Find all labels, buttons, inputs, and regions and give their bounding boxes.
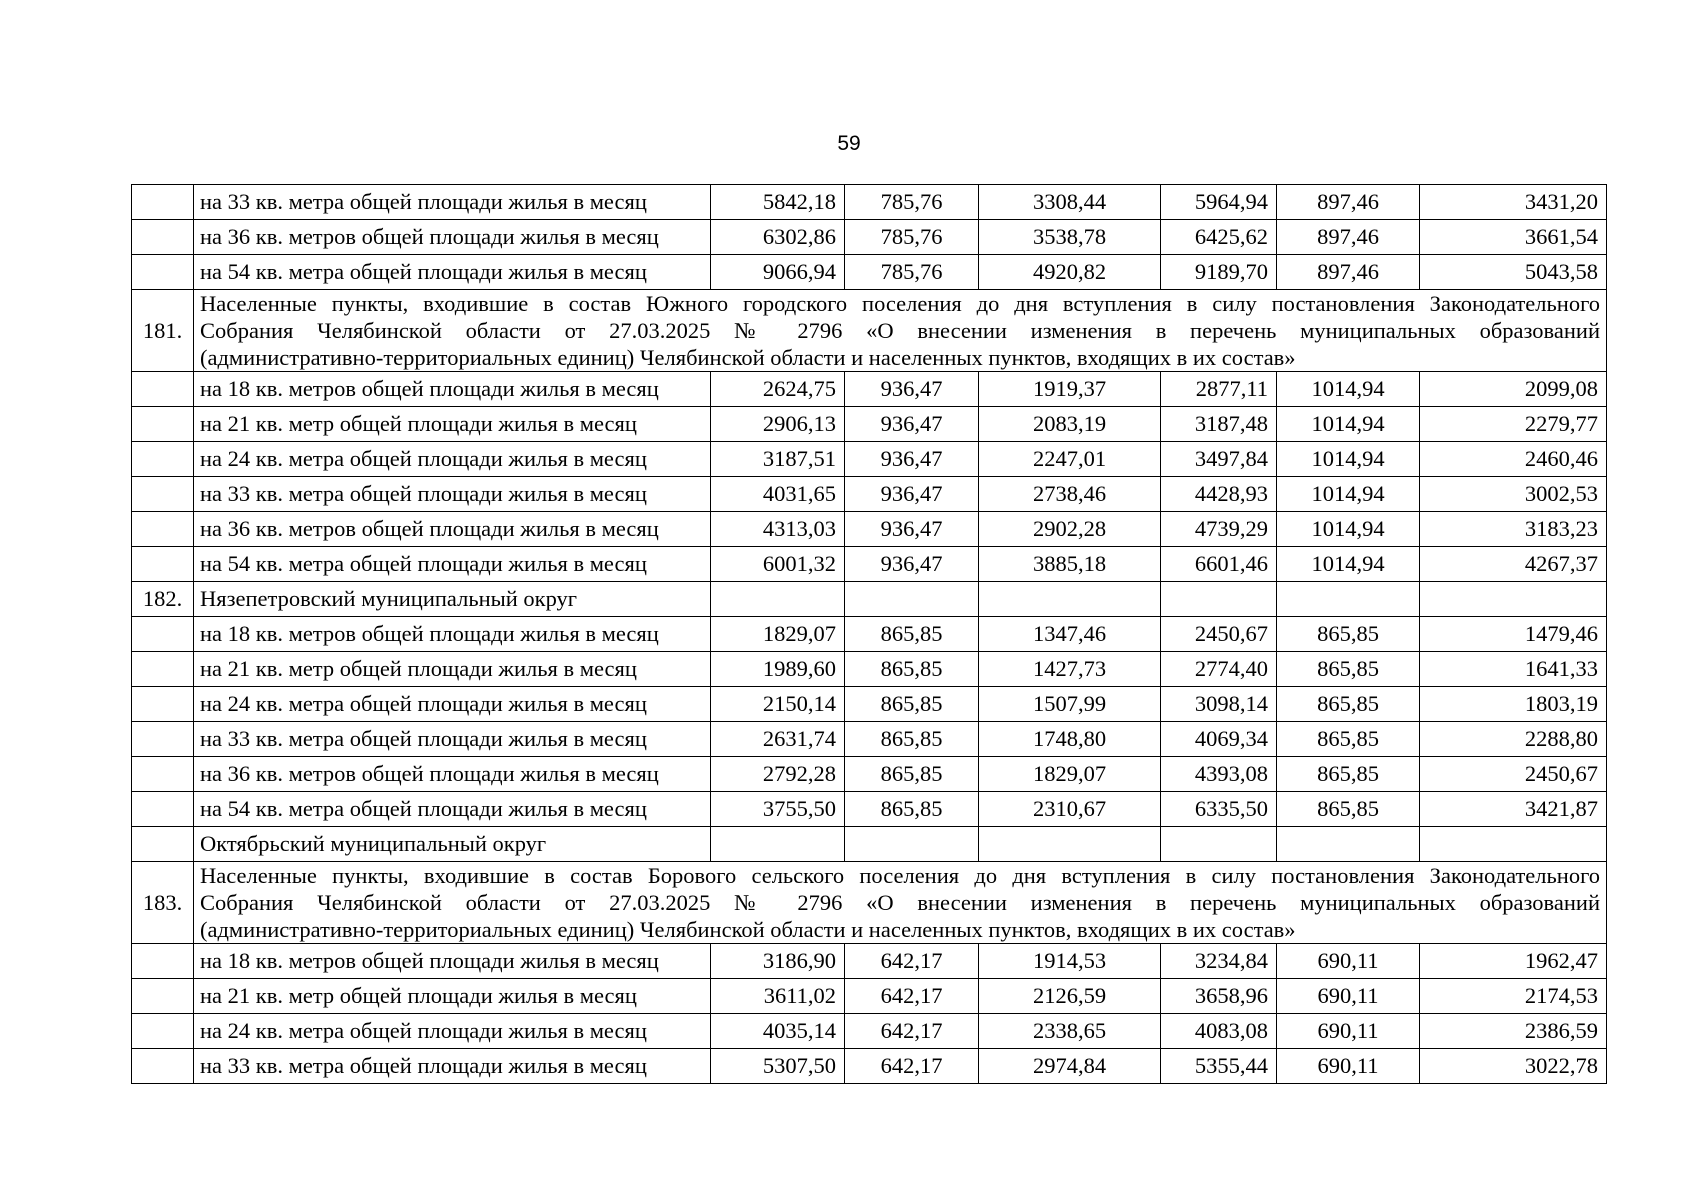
table-row <box>132 757 1607 792</box>
value-cell-col3: 2247,01 <box>979 442 1161 477</box>
value-cell-col1 <box>711 827 845 862</box>
row-number-cell: 181. <box>132 290 194 372</box>
value-cell-col2: 936,47 <box>845 407 979 442</box>
value-cell-col3: 2126,59 <box>979 979 1161 1014</box>
table-row <box>132 792 1607 827</box>
row-label-cell: на 54 кв. метра общей площади жилья в месяц <box>194 792 711 827</box>
table-row <box>132 220 1607 255</box>
row-label-cell: на 24 кв. метра общей площади жилья в месяц <box>194 442 711 477</box>
section-text-line: (административно-территориальных единиц) Челябинской области и населенных пунктов, входящих в их состав» <box>200 917 1296 942</box>
value-cell-col5: 1014,94 <box>1277 372 1420 407</box>
table-row <box>132 512 1607 547</box>
row-number-cell <box>132 477 194 512</box>
row-number-cell <box>132 792 194 827</box>
tariff-table <box>131 184 1607 1084</box>
value-cell-col3: 2902,28 <box>979 512 1161 547</box>
value-cell-col1: 2624,75 <box>711 372 845 407</box>
section-text-line: Собрания Челябинской области от 27.03.2025 № 2796 «О внесении изменения в перечень муниципальных образований <box>200 890 1600 915</box>
value-cell-col2: 642,17 <box>845 979 979 1014</box>
value-cell-col3: 1748,80 <box>979 722 1161 757</box>
value-cell-col6: 3431,20 <box>1420 185 1607 220</box>
value-cell-col2: 936,47 <box>845 547 979 582</box>
section-header-row <box>132 862 1607 944</box>
value-cell-col1: 3187,51 <box>711 442 845 477</box>
value-cell-col3: 1427,73 <box>979 652 1161 687</box>
row-number-cell: 183. <box>132 862 194 944</box>
row-number-cell <box>132 185 194 220</box>
page-number: 59 <box>837 132 861 155</box>
table-row <box>132 547 1607 582</box>
value-cell-col4: 3497,84 <box>1161 442 1277 477</box>
row-label-cell: на 54 кв. метра общей площади жилья в месяц <box>194 547 711 582</box>
value-cell-col3: 3538,78 <box>979 220 1161 255</box>
value-cell-col2: 936,47 <box>845 477 979 512</box>
row-label-cell: на 18 кв. метров общей площади жилья в месяц <box>194 617 711 652</box>
value-cell-col2: 642,17 <box>845 1049 979 1084</box>
value-cell-col6: 4267,37 <box>1420 547 1607 582</box>
value-cell-col1: 1829,07 <box>711 617 845 652</box>
value-cell-col3 <box>979 582 1161 617</box>
value-cell-col5: 865,85 <box>1277 792 1420 827</box>
table-row <box>132 407 1607 442</box>
value-cell-col6: 2460,46 <box>1420 442 1607 477</box>
value-cell-col4: 3098,14 <box>1161 687 1277 722</box>
value-cell-col4: 6335,50 <box>1161 792 1277 827</box>
value-cell-col3: 4920,82 <box>979 255 1161 290</box>
row-number-cell <box>132 1014 194 1049</box>
row-label-cell: на 36 кв. метров общей площади жилья в месяц <box>194 757 711 792</box>
table-row <box>132 442 1607 477</box>
row-number-cell: 182. <box>132 582 194 617</box>
value-cell-col5 <box>1277 827 1420 862</box>
value-cell-col4: 2450,67 <box>1161 617 1277 652</box>
value-cell-col4: 4393,08 <box>1161 757 1277 792</box>
value-cell-col4: 4069,34 <box>1161 722 1277 757</box>
row-label-cell: на 21 кв. метр общей площади жилья в месяц <box>194 407 711 442</box>
table-row <box>132 255 1607 290</box>
value-cell-col3: 1347,46 <box>979 617 1161 652</box>
value-cell-col6: 2174,53 <box>1420 979 1607 1014</box>
value-cell-col5: 865,85 <box>1277 652 1420 687</box>
value-cell-col6: 3022,78 <box>1420 1049 1607 1084</box>
value-cell-col6: 2386,59 <box>1420 1014 1607 1049</box>
value-cell-col5: 897,46 <box>1277 255 1420 290</box>
value-cell-col3: 1914,53 <box>979 944 1161 979</box>
value-cell-col1: 4035,14 <box>711 1014 845 1049</box>
row-label-cell: на 24 кв. метра общей площади жилья в месяц <box>194 1014 711 1049</box>
value-cell-col3: 2738,46 <box>979 477 1161 512</box>
row-label-cell: на 33 кв. метра общей площади жилья в месяц <box>194 477 711 512</box>
value-cell-col1: 5307,50 <box>711 1049 845 1084</box>
value-cell-col5: 865,85 <box>1277 617 1420 652</box>
value-cell-col2: 865,85 <box>845 652 979 687</box>
value-cell-col5 <box>1277 582 1420 617</box>
value-cell-col4: 6425,62 <box>1161 220 1277 255</box>
value-cell-col5: 1014,94 <box>1277 477 1420 512</box>
row-number-cell <box>132 652 194 687</box>
row-number-cell <box>132 944 194 979</box>
value-cell-col2: 865,85 <box>845 617 979 652</box>
value-cell-col6: 1479,46 <box>1420 617 1607 652</box>
value-cell-col1: 2631,74 <box>711 722 845 757</box>
value-cell-col1: 2150,14 <box>711 687 845 722</box>
value-cell-col6: 1962,47 <box>1420 944 1607 979</box>
row-label-cell: на 36 кв. метров общей площади жилья в месяц <box>194 220 711 255</box>
value-cell-col2 <box>845 827 979 862</box>
value-cell-col2: 785,76 <box>845 185 979 220</box>
value-cell-col4: 5355,44 <box>1161 1049 1277 1084</box>
value-cell-col4: 5964,94 <box>1161 185 1277 220</box>
value-cell-col5: 690,11 <box>1277 1014 1420 1049</box>
row-label-cell: на 33 кв. метра общей площади жилья в месяц <box>194 722 711 757</box>
value-cell-col2 <box>845 582 979 617</box>
section-text-line: (административно-территориальных единиц) Челябинской области и населенных пунктов, входящих в их состав» <box>200 345 1296 370</box>
row-label-cell: на 54 кв. метра общей площади жилья в месяц <box>194 255 711 290</box>
value-cell-col2: 865,85 <box>845 792 979 827</box>
row-label-cell: на 18 кв. метров общей площади жилья в месяц <box>194 372 711 407</box>
value-cell-col3 <box>979 827 1161 862</box>
row-number-cell <box>132 687 194 722</box>
row-label-cell: Октябрьский муниципальный округ <box>194 827 711 862</box>
row-label-cell: на 36 кв. метров общей площади жилья в месяц <box>194 512 711 547</box>
value-cell-col4: 4739,29 <box>1161 512 1277 547</box>
value-cell-col6 <box>1420 827 1607 862</box>
row-number-cell <box>132 722 194 757</box>
value-cell-col5: 897,46 <box>1277 185 1420 220</box>
value-cell-col3: 1829,07 <box>979 757 1161 792</box>
value-cell-col1 <box>711 582 845 617</box>
section-description-cell <box>194 290 1607 372</box>
value-cell-col4: 9189,70 <box>1161 255 1277 290</box>
section-header-row <box>132 290 1607 372</box>
value-cell-col5: 865,85 <box>1277 687 1420 722</box>
value-cell-col2: 936,47 <box>845 372 979 407</box>
row-number-cell <box>132 827 194 862</box>
value-cell-col4: 4428,93 <box>1161 477 1277 512</box>
value-cell-col2: 865,85 <box>845 757 979 792</box>
value-cell-col6: 1641,33 <box>1420 652 1607 687</box>
row-number-cell <box>132 407 194 442</box>
value-cell-col6: 5043,58 <box>1420 255 1607 290</box>
value-cell-col1: 3611,02 <box>711 979 845 1014</box>
table-body <box>132 185 1607 1084</box>
value-cell-col6: 2288,80 <box>1420 722 1607 757</box>
table-row <box>132 827 1607 862</box>
value-cell-col6: 3421,87 <box>1420 792 1607 827</box>
row-label-cell: на 33 кв. метра общей площади жилья в месяц <box>194 1049 711 1084</box>
value-cell-col4 <box>1161 582 1277 617</box>
section-text-line: Собрания Челябинской области от 27.03.2025 № 2796 «О внесении изменения в перечень муниципальных образований <box>200 318 1600 343</box>
value-cell-col6: 2099,08 <box>1420 372 1607 407</box>
row-number-cell <box>132 617 194 652</box>
value-cell-col5: 897,46 <box>1277 220 1420 255</box>
value-cell-col3: 2310,67 <box>979 792 1161 827</box>
value-cell-col1: 5842,18 <box>711 185 845 220</box>
table-row <box>132 1049 1607 1084</box>
value-cell-col5: 690,11 <box>1277 979 1420 1014</box>
value-cell-col5: 690,11 <box>1277 1049 1420 1084</box>
row-number-cell <box>132 512 194 547</box>
section-text-line: Населенные пункты, входившие в состав Южного городского поселения до дня вступления в силу постановления Законодательного <box>200 291 1600 316</box>
row-number-cell <box>132 1049 194 1084</box>
value-cell-col5: 690,11 <box>1277 944 1420 979</box>
value-cell-col1: 3186,90 <box>711 944 845 979</box>
table-row <box>132 477 1607 512</box>
value-cell-col4: 2877,11 <box>1161 372 1277 407</box>
row-number-cell <box>132 442 194 477</box>
value-cell-col2: 865,85 <box>845 722 979 757</box>
table-row <box>132 944 1607 979</box>
value-cell-col1: 1989,60 <box>711 652 845 687</box>
value-cell-col3: 2338,65 <box>979 1014 1161 1049</box>
value-cell-col5: 865,85 <box>1277 757 1420 792</box>
value-cell-col3: 1507,99 <box>979 687 1161 722</box>
value-cell-col1: 2792,28 <box>711 757 845 792</box>
row-number-cell <box>132 757 194 792</box>
value-cell-col5: 1014,94 <box>1277 407 1420 442</box>
table-row <box>132 979 1607 1014</box>
value-cell-col2: 785,76 <box>845 255 979 290</box>
row-label-cell: на 24 кв. метра общей площади жилья в месяц <box>194 687 711 722</box>
row-number-cell <box>132 547 194 582</box>
value-cell-col5: 1014,94 <box>1277 547 1420 582</box>
value-cell-col4: 3187,48 <box>1161 407 1277 442</box>
table-row <box>132 372 1607 407</box>
table-row <box>132 652 1607 687</box>
row-label-cell: на 18 кв. метров общей площади жилья в месяц <box>194 944 711 979</box>
section-description-cell <box>194 862 1607 944</box>
value-cell-col2: 642,17 <box>845 1014 979 1049</box>
value-cell-col1: 4313,03 <box>711 512 845 547</box>
value-cell-col4 <box>1161 827 1277 862</box>
value-cell-col1: 6302,86 <box>711 220 845 255</box>
table-row <box>132 582 1607 617</box>
value-cell-col6: 3183,23 <box>1420 512 1607 547</box>
value-cell-col4: 2774,40 <box>1161 652 1277 687</box>
value-cell-col6: 3002,53 <box>1420 477 1607 512</box>
value-cell-col1: 2906,13 <box>711 407 845 442</box>
value-cell-col6: 1803,19 <box>1420 687 1607 722</box>
value-cell-col5: 1014,94 <box>1277 442 1420 477</box>
table-row <box>132 1014 1607 1049</box>
value-cell-col1: 3755,50 <box>711 792 845 827</box>
row-label-cell: на 21 кв. метр общей площади жилья в месяц <box>194 652 711 687</box>
value-cell-col5: 1014,94 <box>1277 512 1420 547</box>
value-cell-col3: 2974,84 <box>979 1049 1161 1084</box>
value-cell-col3: 3885,18 <box>979 547 1161 582</box>
row-label-cell: Нязепетровский муниципальный округ <box>194 582 711 617</box>
value-cell-col2: 642,17 <box>845 944 979 979</box>
row-label-cell: на 33 кв. метра общей площади жилья в месяц <box>194 185 711 220</box>
value-cell-col2: 936,47 <box>845 512 979 547</box>
value-cell-col6 <box>1420 582 1607 617</box>
value-cell-col4: 3234,84 <box>1161 944 1277 979</box>
value-cell-col4: 6601,46 <box>1161 547 1277 582</box>
row-number-cell <box>132 372 194 407</box>
table-row <box>132 687 1607 722</box>
table-row <box>132 617 1607 652</box>
row-number-cell <box>132 979 194 1014</box>
value-cell-col3: 1919,37 <box>979 372 1161 407</box>
value-cell-col3: 2083,19 <box>979 407 1161 442</box>
value-cell-col2: 865,85 <box>845 687 979 722</box>
value-cell-col1: 4031,65 <box>711 477 845 512</box>
row-label-cell: на 21 кв. метр общей площади жилья в месяц <box>194 979 711 1014</box>
table-row <box>132 185 1607 220</box>
value-cell-col4: 4083,08 <box>1161 1014 1277 1049</box>
value-cell-col6: 3661,54 <box>1420 220 1607 255</box>
value-cell-col1: 6001,32 <box>711 547 845 582</box>
value-cell-col6: 2279,77 <box>1420 407 1607 442</box>
value-cell-col2: 785,76 <box>845 220 979 255</box>
value-cell-col1: 9066,94 <box>711 255 845 290</box>
value-cell-col6: 2450,67 <box>1420 757 1607 792</box>
row-number-cell <box>132 220 194 255</box>
value-cell-col5: 865,85 <box>1277 722 1420 757</box>
value-cell-col3: 3308,44 <box>979 185 1161 220</box>
row-number-cell <box>132 255 194 290</box>
table-row <box>132 722 1607 757</box>
value-cell-col4: 3658,96 <box>1161 979 1277 1014</box>
section-text-line: Населенные пункты, входившие в состав Борового сельского поселения до дня вступления в силу постановления Законодательного <box>200 863 1600 888</box>
value-cell-col2: 936,47 <box>845 442 979 477</box>
